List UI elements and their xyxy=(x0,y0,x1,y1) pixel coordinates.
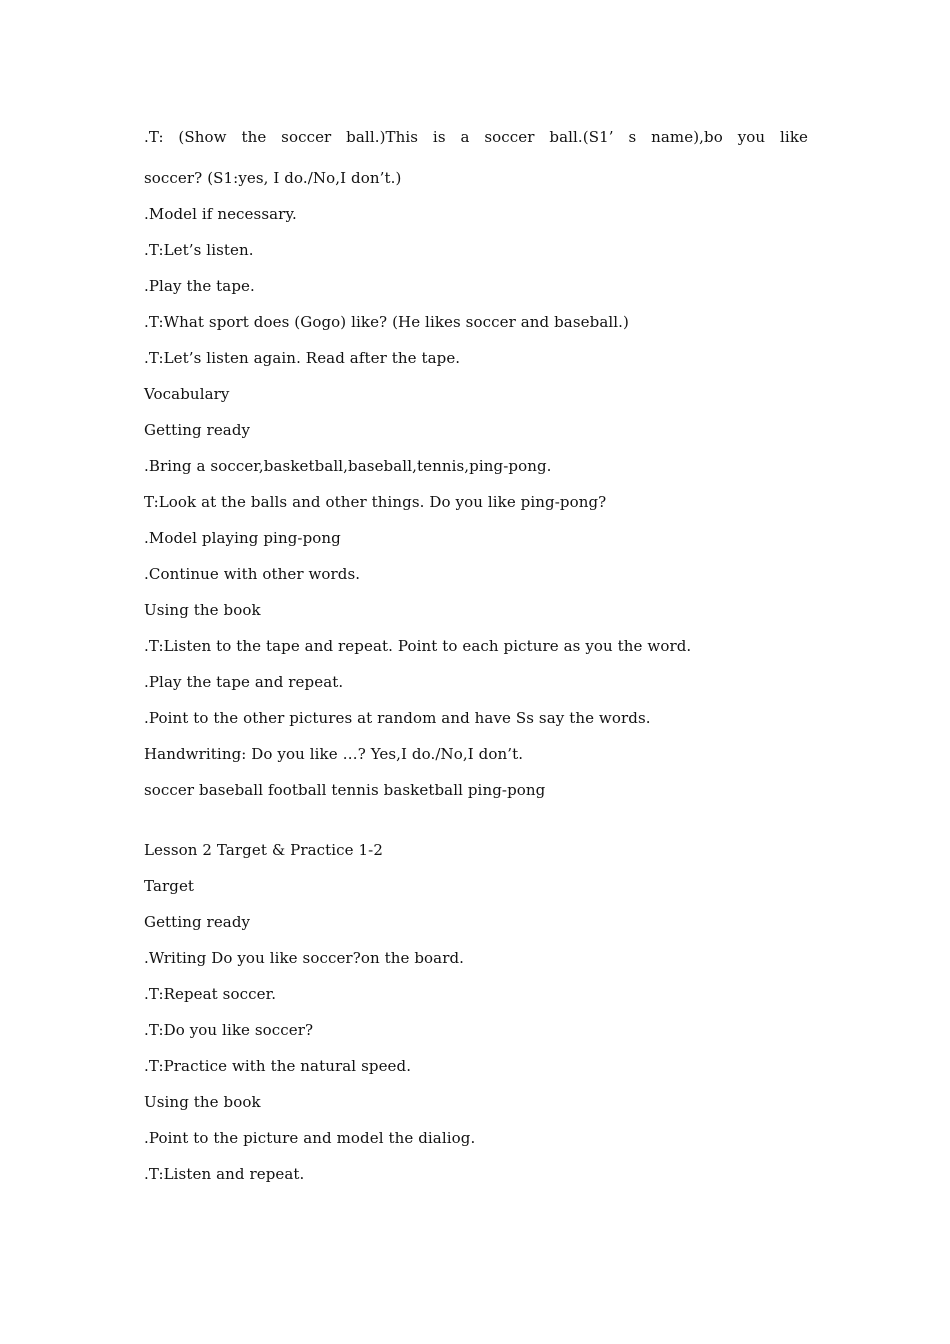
text-line: .T:Listen and repeat. xyxy=(144,1165,305,1183)
text-line: soccer? (S1:yes, I do./No,I don’t.) xyxy=(144,169,402,187)
lesson-heading: Lesson 2 Target & Practice 1-2 xyxy=(144,841,383,859)
section-heading: Using the book xyxy=(144,1093,261,1111)
text-line: .Model if necessary. xyxy=(144,205,297,223)
text-line: .Point to the picture and model the dialiog. xyxy=(144,1129,476,1147)
text-line: .Bring a soccer,basketball,baseball,tennis,ping-pong. xyxy=(144,457,552,475)
section-heading: Target xyxy=(144,877,195,895)
text-line: .T:Do you like soccer? xyxy=(144,1021,314,1039)
section-heading: Vocabulary xyxy=(144,385,230,403)
text-line: T:Look at the balls and other things. Do you like ping-pong? xyxy=(144,493,607,511)
text-line: .Continue with other words. xyxy=(144,565,361,583)
text-line: .T:What sport does (Gogo) like? (He likes soccer and baseball.) xyxy=(144,313,629,331)
text-line: Handwriting: Do you like …? Yes,I do./No,I don’t. xyxy=(144,745,524,763)
text-line: .Point to the other pictures at random and have Ss say the words. xyxy=(144,709,651,727)
section-heading: Getting ready xyxy=(144,421,251,439)
text-line: .T:Let’s listen. xyxy=(144,241,254,259)
section-heading: Using the book xyxy=(144,601,261,619)
text-line: .T:Repeat soccer. xyxy=(144,985,277,1003)
text-line: .Play the tape and repeat. xyxy=(144,673,344,691)
text-line: .T:Listen to the tape and repeat. Point to each picture as you the word. xyxy=(144,637,692,655)
text-line: .Writing Do you like soccer?on the board. xyxy=(144,949,465,967)
text-line: .Play the tape. xyxy=(144,277,255,295)
section-heading: Getting ready xyxy=(144,913,251,931)
text-line: .Model playing ping-pong xyxy=(144,529,341,547)
text-line: soccer baseball football tennis basketball ping-pong xyxy=(144,781,546,799)
text-line: .T: (Show the soccer ball.)This is a soccer ball.(S1’ s name),bo you like xyxy=(144,128,808,146)
text-line: .T:Practice with the natural speed. xyxy=(144,1057,412,1075)
text-line: .T:Let’s listen again. Read after the tape. xyxy=(144,349,461,367)
